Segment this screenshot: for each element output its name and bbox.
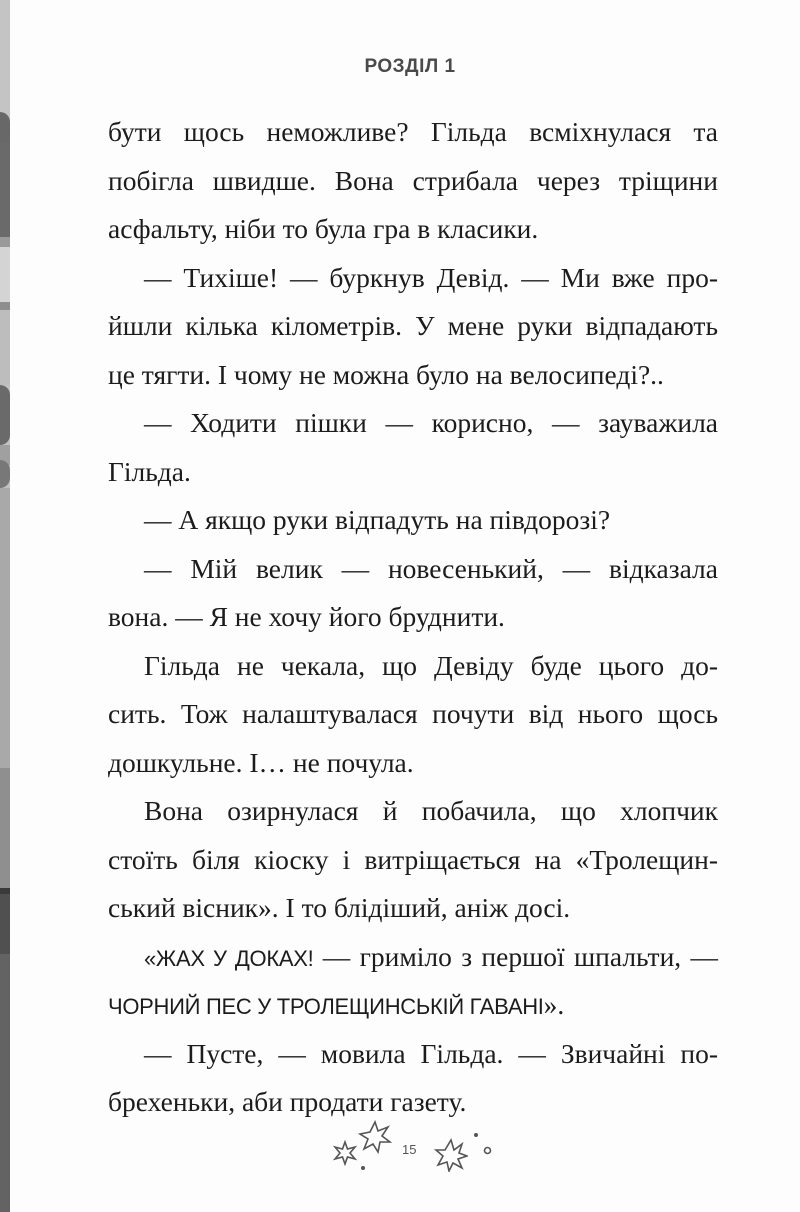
text-line: — Пусте, — мовила Гільда. — Звичайні по- [144, 1037, 718, 1069]
paragraph-lines [108, 108, 718, 933]
text-line: бути щось неможливе? Гільда всміхнулася та [108, 116, 718, 147]
body-text [108, 108, 718, 1127]
text-line: — А якщо руки відпадуть на півдорозі? [144, 504, 611, 535]
headline-line-2 [108, 981, 718, 1030]
newspaper-headline-caps: ЧОРНИЙ ПЕС У ТРОЛЕЩИНСЬКІЙ ГАВАНІ [108, 994, 544, 1019]
text-line: Гільда не чекала, що Девіду буде цього до- [144, 649, 718, 681]
text-line: стоїть біля кіоску і витріщається на «Тролещин- [108, 843, 718, 875]
star-ornament-icon [332, 1140, 358, 1166]
page-footer [320, 1118, 500, 1178]
text-line: це тягти. І чому не можна було на велосипеді?.. [108, 358, 664, 390]
headline-line-1 [108, 933, 718, 982]
chapter-heading: РОЗДІЛ 1 [364, 56, 456, 77]
text-line: — Мій велик — новесенький, — відказала [144, 552, 718, 584]
closing-paragraph-lines [108, 1030, 718, 1127]
ring-ornament-icon [483, 1146, 492, 1155]
text-line: асфальту, ніби то була гра в класики. [108, 213, 539, 244]
newspaper-headline-caps: «ЖАХ У ДОКАХ! [144, 945, 314, 971]
text-line: побігла швидше. Вона стрибала через тріщини [108, 164, 718, 196]
text-line: сить. Тож налаштувалася почути від нього щось [108, 698, 718, 729]
text-line: Вона озирнулася й побачила, що хлопчик [144, 795, 718, 826]
text-line: вона. — Я не хочу його бруднити. [108, 601, 505, 632]
star-ornament-icon [434, 1138, 468, 1172]
dot-ornament-icon [473, 1132, 479, 1138]
dot-ornament-icon [360, 1165, 366, 1171]
text-line: брехеньки, аби продати газету. [108, 1086, 467, 1117]
headline-continuation: ». [543, 989, 565, 1020]
page-number: 15 [402, 1142, 417, 1157]
star-ornament-icon [358, 1120, 392, 1154]
text-line: — Ходити пішки — корисно, — зауважила [144, 407, 718, 438]
text-line: дошкульне. І… не почула. [108, 746, 414, 778]
text-line: йшли кілька кілометрів. У мене руки відпадають [108, 310, 718, 341]
text-line: — Тихіше! — буркнув Девід. — Ми вже про- [144, 261, 718, 293]
text-line: Гільда. [108, 455, 191, 487]
headline-continuation: — гриміло з першої шпальти, — [313, 940, 719, 972]
text-line: ський вісник». І то блідіший, аніж досі. [108, 892, 571, 923]
